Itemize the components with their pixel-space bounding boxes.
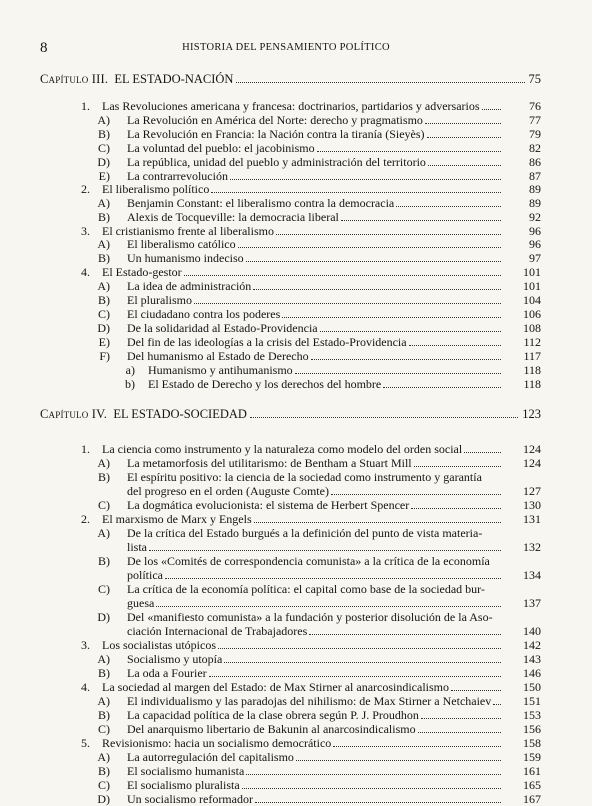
dot-leader xyxy=(311,359,501,360)
entry-title: Alexis de Tocqueville: la democracia liberal xyxy=(127,210,339,224)
dot-leader xyxy=(425,123,501,124)
entry-title: El marxismo de Marx y Engels xyxy=(102,512,252,526)
entry-title: La ciencia como instrumento y la naturaleza como modelo del orden social xyxy=(102,442,463,456)
entry-marker: D) xyxy=(97,321,110,335)
dot-leader xyxy=(464,452,501,453)
dot-leader xyxy=(282,317,501,318)
entry-page: 132 xyxy=(523,540,541,554)
toc-entry[interactable] xyxy=(0,456,592,470)
entry-marker: a) xyxy=(125,363,135,377)
toc-entry[interactable] xyxy=(0,224,592,238)
entry-page: 89 xyxy=(529,182,541,196)
running-title: HISTORIA DEL PENSAMIENTO POLÍTICO xyxy=(182,42,390,53)
entry-title: El socialismo humanista xyxy=(127,764,245,778)
toc-entry[interactable] xyxy=(0,778,592,792)
entry-title: El liberalismo católico xyxy=(127,237,236,251)
entry-page: 108 xyxy=(523,321,541,335)
entry-marker: B) xyxy=(98,127,110,141)
toc-entry[interactable] xyxy=(0,498,592,512)
dot-leader xyxy=(236,82,524,83)
entry-marker: 1. xyxy=(81,99,90,113)
toc-entry[interactable] xyxy=(0,279,592,293)
entry-page: 104 xyxy=(523,293,541,307)
dot-leader xyxy=(427,137,501,138)
chapter-heading[interactable] xyxy=(40,407,541,423)
chapter-title: EL ESTADO-NACIÓN xyxy=(114,72,234,86)
entry-page: 142 xyxy=(523,638,541,652)
dot-leader xyxy=(184,275,501,276)
entry-page: 76 xyxy=(529,99,541,113)
entry-page: 106 xyxy=(523,307,541,321)
dot-leader xyxy=(309,634,501,635)
toc-entry[interactable] xyxy=(0,680,592,694)
dot-leader xyxy=(411,508,501,509)
toc-entry[interactable] xyxy=(0,596,592,610)
entry-title: lista xyxy=(127,540,147,554)
entry-title: De los «Comités de correspondencia comunista» a la crítica de la economía xyxy=(127,554,490,568)
page-number: 8 xyxy=(40,40,48,56)
toc-entry[interactable] xyxy=(0,540,592,554)
toc-entry[interactable] xyxy=(0,652,592,666)
entry-page: 79 xyxy=(529,127,541,141)
entry-marker: 3. xyxy=(81,224,90,238)
toc-entry[interactable] xyxy=(0,722,592,736)
chapter-title: EL ESTADO-SOCIEDAD xyxy=(113,407,247,421)
entry-title: Del fin de las ideologías a la crisis del Estado-Providencia xyxy=(127,335,407,349)
toc-entry[interactable] xyxy=(0,470,592,484)
entry-page: 124 xyxy=(523,442,541,456)
dot-leader xyxy=(276,234,501,235)
toc-entry[interactable] xyxy=(0,251,592,265)
entry-page: 92 xyxy=(529,210,541,224)
dot-leader xyxy=(254,522,501,523)
toc-entry[interactable] xyxy=(0,237,592,251)
entry-title: La Revolución en Francia: la Nación contra la tiranía (Sieyès) xyxy=(127,127,425,141)
entry-marker: C) xyxy=(98,582,110,596)
entry-title: política xyxy=(127,568,163,582)
entry-page: 77 xyxy=(529,113,541,127)
entry-marker: B) xyxy=(98,470,110,484)
entry-title: El liberalismo político xyxy=(102,182,210,196)
entry-marker: C) xyxy=(98,722,110,736)
toc-entry[interactable] xyxy=(0,99,592,113)
entry-page: 96 xyxy=(529,224,541,238)
dot-leader xyxy=(165,578,501,579)
page-header xyxy=(40,40,532,58)
chapter-page: 123 xyxy=(522,407,541,421)
entry-title: Revisionismo: hacia un socialismo democrático xyxy=(102,736,332,750)
entry-title: La contrarrevolución xyxy=(127,169,228,183)
toc-entry[interactable] xyxy=(0,750,592,764)
entry-title: El cristianismo frente al liberalismo xyxy=(102,224,274,238)
entry-page: 89 xyxy=(529,196,541,210)
entry-title: El Estado-gestor xyxy=(102,265,182,279)
toc-entry[interactable] xyxy=(0,265,592,279)
chapter-label: Capítulo IV. xyxy=(40,407,108,421)
dot-leader xyxy=(414,466,501,467)
entry-page: 143 xyxy=(523,652,541,666)
chapter-heading[interactable] xyxy=(40,72,541,88)
dot-leader xyxy=(396,206,501,207)
toc-entry[interactable] xyxy=(0,694,592,708)
entry-title: De la crítica del Estado burgués a la definición del punto de vista materia- xyxy=(127,526,483,540)
entry-marker: B) xyxy=(98,666,110,680)
entry-title: El socialismo pluralista xyxy=(127,778,240,792)
entry-page: 151 xyxy=(523,694,541,708)
dot-leader xyxy=(331,494,501,495)
toc-entry[interactable] xyxy=(0,210,592,224)
dot-leader xyxy=(428,165,501,166)
entry-page: 118 xyxy=(523,363,541,377)
toc-entry[interactable] xyxy=(0,307,592,321)
entry-page: 156 xyxy=(523,722,541,736)
dot-leader xyxy=(209,676,501,677)
toc-entry[interactable] xyxy=(0,582,592,596)
dot-leader xyxy=(317,151,501,152)
toc-entry[interactable] xyxy=(0,568,592,582)
entry-title: Del anarquismo libertario de Bakunin al anarcosindicalismo xyxy=(127,722,416,736)
entry-title: La crítica de la economía política: el capital como base de la sociedad bur- xyxy=(127,582,485,596)
dot-leader xyxy=(156,606,501,607)
entry-marker: A) xyxy=(97,113,110,127)
entry-page: 101 xyxy=(523,279,541,293)
toc-entry[interactable] xyxy=(0,666,592,680)
dot-leader xyxy=(421,718,501,719)
toc-entry[interactable] xyxy=(0,792,592,806)
dot-leader xyxy=(149,550,501,551)
entry-title: La dogmática evolucionista: el sistema de Herbert Spencer xyxy=(127,498,410,512)
toc-entry[interactable] xyxy=(0,155,592,169)
entry-page: 150 xyxy=(523,680,541,694)
entry-title: Un humanismo indeciso xyxy=(127,251,244,265)
toc-entry[interactable] xyxy=(0,196,592,210)
entry-title: La Revolución en América del Norte: derecho y pragmatismo xyxy=(127,113,423,127)
entry-marker: A) xyxy=(97,750,110,764)
entry-marker: B) xyxy=(98,293,110,307)
entry-marker: 1. xyxy=(81,442,90,456)
entry-title: La autorregulación del capitalismo xyxy=(127,750,294,764)
dot-leader xyxy=(238,247,501,248)
toc-entry[interactable] xyxy=(0,141,592,155)
chapter-label: Capítulo III. xyxy=(40,72,109,86)
entry-page: 127 xyxy=(523,484,541,498)
entry-page: 86 xyxy=(529,155,541,169)
toc-entry[interactable] xyxy=(0,349,592,363)
entry-title: El individualismo y las paradojas del nihilismo: de Max Stirner a Netchaiev xyxy=(127,694,492,708)
entry-marker: D) xyxy=(97,155,110,169)
entry-page: 82 xyxy=(529,141,541,155)
entry-page: 131 xyxy=(523,512,541,526)
dot-leader xyxy=(409,345,501,346)
entry-marker: C) xyxy=(98,778,110,792)
dot-leader xyxy=(296,760,501,761)
entry-marker: A) xyxy=(97,279,110,293)
entry-marker: C) xyxy=(98,498,110,512)
entry-title: La metamorfosis del utilitarismo: de Bentham a Stuart Mill xyxy=(127,456,412,470)
dot-leader xyxy=(255,802,501,803)
dot-leader xyxy=(418,732,501,733)
entry-page: 146 xyxy=(523,666,541,680)
entry-marker: A) xyxy=(97,694,110,708)
entry-marker: 4. xyxy=(81,265,90,279)
toc-entry[interactable] xyxy=(0,638,592,652)
entry-page: 159 xyxy=(523,750,541,764)
entry-title: Un socialismo reformador xyxy=(127,792,253,806)
entry-title: El espíritu positivo: la ciencia de la sociedad como instrumento y garantía xyxy=(127,470,482,484)
dot-leader xyxy=(224,662,501,663)
toc-entry[interactable] xyxy=(0,442,592,456)
entry-marker: B) xyxy=(98,554,110,568)
toc-entry[interactable] xyxy=(0,736,592,750)
entry-marker: D) xyxy=(97,610,110,624)
dot-leader xyxy=(211,192,501,193)
entry-marker: B) xyxy=(98,251,110,265)
entry-marker: A) xyxy=(97,196,110,210)
entry-title: del progreso en el orden (Auguste Comte) xyxy=(127,484,329,498)
entry-page: 112 xyxy=(523,335,541,349)
entry-title: Del «manifiesto comunista» a la fundación y posterior disolución de la Aso- xyxy=(127,610,493,624)
entry-marker: C) xyxy=(98,307,110,321)
dot-leader xyxy=(333,746,501,747)
toc-entry[interactable] xyxy=(0,169,592,183)
entry-page: 165 xyxy=(523,778,541,792)
chapter-page: 75 xyxy=(528,72,541,86)
toc-entry[interactable] xyxy=(0,764,592,778)
dot-leader xyxy=(253,289,501,290)
toc-entry[interactable] xyxy=(0,127,592,141)
entry-title: guesa xyxy=(127,596,155,610)
dot-leader xyxy=(250,417,518,418)
dot-leader xyxy=(341,220,501,221)
toc-entry[interactable] xyxy=(0,708,592,722)
dot-leader xyxy=(320,331,501,332)
entry-title: Humanismo y antihumanismo xyxy=(148,363,293,377)
entry-title: El ciudadano contra los poderes xyxy=(127,307,281,321)
entry-marker: E) xyxy=(98,335,110,349)
toc-entry[interactable] xyxy=(0,484,592,498)
toc-entry[interactable] xyxy=(0,512,592,526)
entry-marker: C) xyxy=(98,141,110,155)
entry-page: 101 xyxy=(523,265,541,279)
entry-page: 137 xyxy=(523,596,541,610)
entry-page: 124 xyxy=(523,456,541,470)
entry-title: Las Revoluciones americana y francesa: doctrinarios, partidarios y adversarios xyxy=(102,99,480,113)
entry-title: El Estado de Derecho y los derechos del hombre xyxy=(148,377,382,391)
entry-title: Socialismo y utopía xyxy=(127,652,223,666)
entry-marker: B) xyxy=(98,708,110,722)
entry-title: La voluntad del pueblo: el jacobinismo xyxy=(127,141,315,155)
entry-page: 96 xyxy=(529,237,541,251)
entry-page: 118 xyxy=(523,377,541,391)
dot-leader xyxy=(246,774,501,775)
dot-leader xyxy=(246,261,501,262)
entry-page: 97 xyxy=(529,251,541,265)
entry-title: La oda a Fourier xyxy=(127,666,207,680)
toc-entry[interactable] xyxy=(0,293,592,307)
toc-entry[interactable] xyxy=(0,554,592,568)
dot-leader xyxy=(383,387,501,388)
entry-page: 153 xyxy=(523,708,541,722)
dot-leader xyxy=(218,648,501,649)
entry-title: La república, unidad del pueblo y administración del territorio xyxy=(127,155,426,169)
dot-leader xyxy=(482,109,501,110)
entry-title: Del humanismo al Estado de Derecho xyxy=(127,349,309,363)
entry-marker: 2. xyxy=(81,182,90,196)
entry-page: 117 xyxy=(523,349,541,363)
entry-page: 130 xyxy=(523,498,541,512)
entry-page: 167 xyxy=(523,792,541,806)
toc-entry[interactable] xyxy=(0,335,592,349)
entry-title: La capacidad política de la clase obrera según P. J. Proudhon xyxy=(127,708,419,722)
entry-marker: B) xyxy=(98,210,110,224)
entry-title: Benjamin Constant: el liberalismo contra la democracia xyxy=(127,196,395,210)
dot-leader xyxy=(451,690,501,691)
dot-leader xyxy=(493,704,501,705)
toc-entry[interactable] xyxy=(0,624,592,638)
entry-title: Los socialistas utópicos xyxy=(102,638,216,652)
toc-entry[interactable] xyxy=(0,321,592,335)
dot-leader xyxy=(194,303,501,304)
entry-marker: A) xyxy=(97,526,110,540)
toc-entry[interactable] xyxy=(0,526,592,540)
entry-title: De la solidaridad al Estado-Providencia xyxy=(127,321,318,335)
dot-leader xyxy=(230,179,501,180)
entry-page: 140 xyxy=(523,624,541,638)
toc-entry[interactable] xyxy=(0,610,592,624)
entry-marker: A) xyxy=(97,237,110,251)
entry-marker: F) xyxy=(99,349,110,363)
entry-page: 161 xyxy=(523,764,541,778)
entry-marker: A) xyxy=(97,456,110,470)
entry-marker: 5. xyxy=(81,736,90,750)
entry-marker: 3. xyxy=(81,638,90,652)
entry-marker: B) xyxy=(98,764,110,778)
dot-leader xyxy=(242,788,501,789)
entry-marker: 2. xyxy=(81,512,90,526)
entry-title: La idea de administración xyxy=(127,279,252,293)
entry-page: 134 xyxy=(523,568,541,582)
entry-marker: b) xyxy=(125,377,135,391)
entry-title: El pluralismo xyxy=(127,293,192,307)
toc-entry[interactable] xyxy=(0,182,592,196)
entry-title: La sociedad al margen del Estado: de Max Stirner al anarcosindicalismo xyxy=(102,680,449,694)
entry-marker: A) xyxy=(97,652,110,666)
toc-entry[interactable] xyxy=(0,377,592,391)
entry-page: 158 xyxy=(523,736,541,750)
entry-title: ciación Internacional de Trabajadores xyxy=(127,624,308,638)
entry-page: 87 xyxy=(529,169,541,183)
toc-entry[interactable] xyxy=(0,113,592,127)
toc-entry[interactable] xyxy=(0,363,592,377)
entry-marker: E) xyxy=(98,169,110,183)
dot-leader xyxy=(295,373,501,374)
entry-marker: 4. xyxy=(81,680,90,694)
entry-marker: D) xyxy=(97,792,110,806)
